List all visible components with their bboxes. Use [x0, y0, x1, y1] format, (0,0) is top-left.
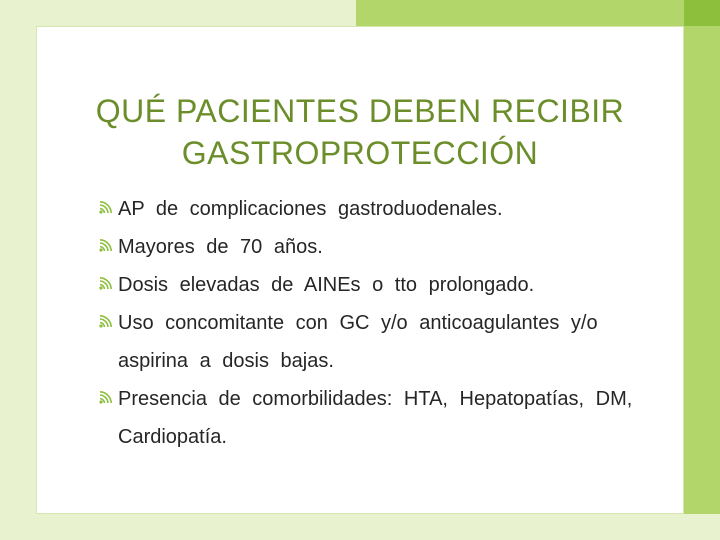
bullet-item	[96, 266, 656, 304]
wifi-signal-icon	[98, 391, 112, 405]
right-band	[684, 26, 720, 540]
bullet-text: Dosis elevadas de AINEs o tto prolongado.	[118, 274, 535, 296]
bullet-item	[96, 190, 656, 228]
left-band	[0, 26, 36, 540]
bullet-text: Mayores de 70 años.	[118, 236, 323, 258]
top-right-corner	[684, 0, 720, 26]
bullet-text: Uso concomitante con GC y/o anticoagulantes y/o aspirina a dosis bajas.	[118, 312, 598, 372]
wifi-signal-icon	[98, 201, 112, 215]
bullet-text: Presencia de comorbilidades: HTA, Hepatopatías, DM, Cardiopatía.	[118, 388, 633, 448]
wifi-signal-icon	[98, 315, 112, 329]
bottom-band	[0, 514, 720, 540]
bullet-list	[96, 190, 656, 456]
top-band-green	[356, 0, 720, 26]
top-band-pale	[0, 0, 380, 26]
wifi-signal-icon	[98, 277, 112, 291]
slide-title-line-2: GASTROPROTECCIÓN	[181, 135, 539, 171]
bullet-text: AP de complicaciones gastroduodenales.	[118, 198, 503, 220]
slide-title-line-1: QUÉ PACIENTES DEBEN RECIBIR	[95, 93, 625, 129]
bullet-item	[96, 228, 656, 266]
bullet-item	[96, 304, 656, 380]
slide-title	[36, 90, 684, 174]
bullet-item	[96, 380, 656, 456]
wifi-signal-icon	[98, 239, 112, 253]
